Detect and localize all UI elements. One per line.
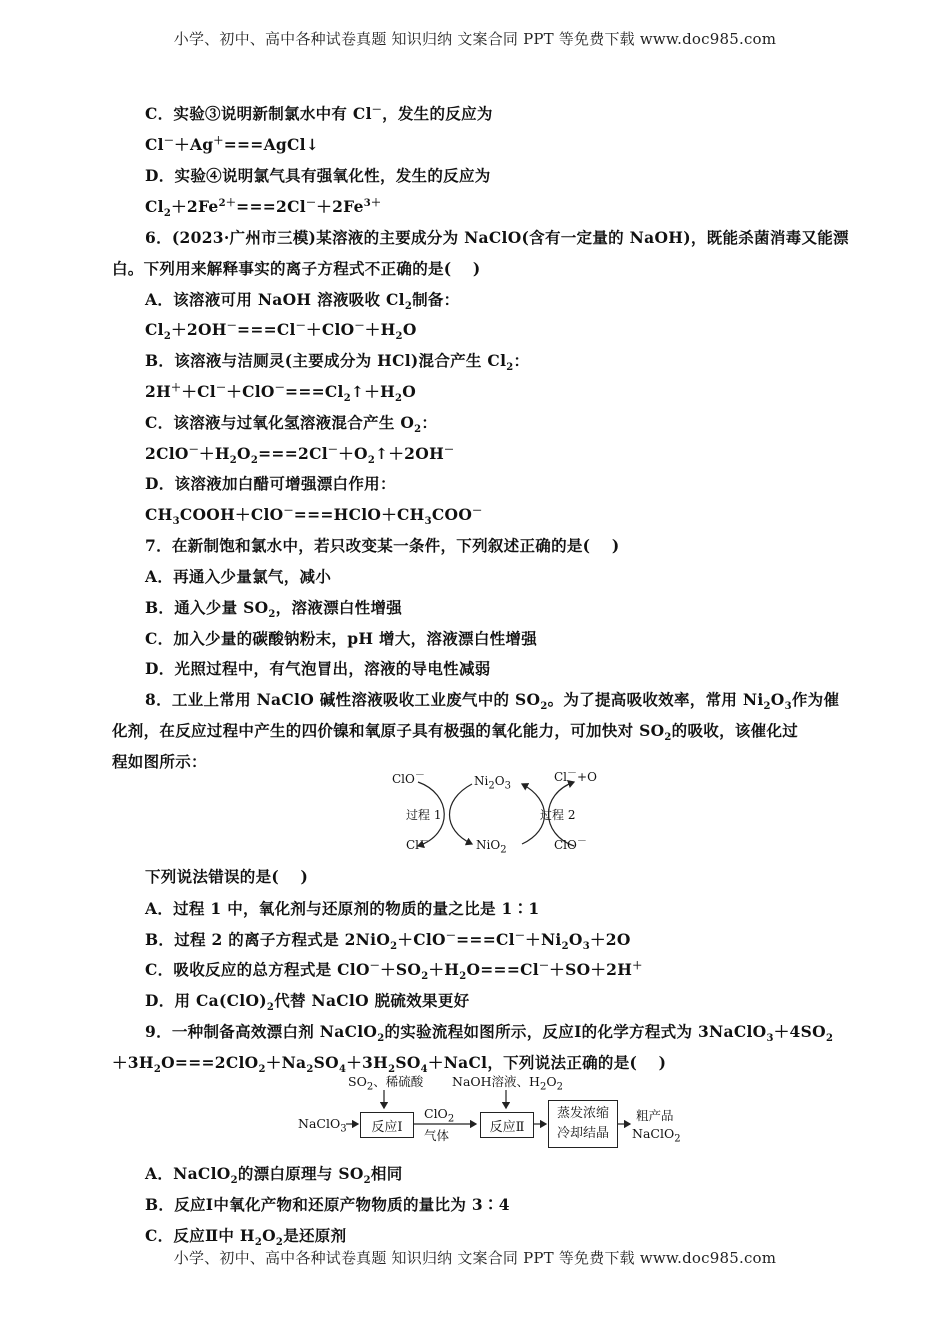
label-cl-plus-o: Cl－+O bbox=[554, 768, 597, 784]
label-process2: 过程 2 bbox=[540, 808, 576, 822]
q6-option-c: C．该溶液与过氧化氢溶液混合产生 $O_2$： bbox=[145, 413, 438, 436]
q8-stem-line3: 程如图所示： bbox=[112, 752, 207, 771]
q7-option-d: D．光照过程中，有气泡冒出，溶液的导电性减弱 bbox=[145, 659, 491, 678]
q6-option-b-equation: $2H^++Cl^-+ClO^-===Cl_2↑+H_2O$ bbox=[145, 382, 417, 405]
q9-stem-line1: 9．一种制备高效漂白剂 NaClO$_2$的实验流程如图所示，反应Ⅰ的化学方程式为 $3NaClO_3+4SO_2$ bbox=[145, 1022, 834, 1045]
q6-option-c-equation: $2ClO^-+H_2O_2===2Cl^-+O_2↑+2OH^-$ bbox=[145, 444, 455, 467]
q8-option-b: B．过程 2 的离子方程式是 $2NiO_2+ClO^-===Cl^-+Ni_2O_3+2O$ bbox=[145, 930, 631, 953]
label-process1: 过程 1 bbox=[406, 808, 442, 822]
q8-option-c: C．吸收反应的总方程式是 $ClO^-+SO_2+H_2O===Cl^-+SO+2H^+$ bbox=[145, 960, 643, 983]
label-clo-left: ClO－ bbox=[392, 770, 425, 786]
q5-option-d-equation: $Cl_2+2Fe^{2+}===2Cl^-+2Fe^{3+}$ bbox=[145, 197, 382, 220]
q6-stem-line2: 白。下列用来解释事实的离子方程式不正确的是( ) bbox=[112, 259, 481, 278]
q9-option-a: A．NaClO$_2$的漂白原理与 $SO_2$相同 bbox=[145, 1164, 403, 1187]
q5-option-c-equation: Cl－＋Ag＋===AgCl↓ bbox=[145, 135, 320, 154]
q7-option-a: A．再通入少量氯气，减小 bbox=[145, 567, 332, 586]
flow-gas: ClO$_2$ bbox=[424, 1106, 455, 1125]
label-clo-right: ClO－ bbox=[554, 836, 587, 852]
flow-reaction2-box: 反应Ⅱ bbox=[480, 1112, 534, 1138]
q6-option-a: A．该溶液可用 NaOH 溶液吸收 $Cl_2$制备： bbox=[145, 290, 460, 313]
q8-option-a: A．过程 1 中，氧化剂与还原剂的物质的量之比是 1∶1 bbox=[145, 899, 540, 918]
process-flow-diagram bbox=[296, 1072, 696, 1152]
q5-option-d: D．实验④说明氯气具有强氧化性，发生的反应为 bbox=[145, 166, 491, 185]
catalytic-cycle-diagram bbox=[390, 768, 610, 860]
q6-option-b: B．该溶液与洁厕灵(主要成分为 HCl)混合产生 $Cl_2$： bbox=[145, 351, 530, 374]
q9-stem-line2: $+3H_2O===2ClO_2+Na_2SO_4+3H_2SO_4+NaCl$，下列说法正确的是( ) bbox=[112, 1053, 667, 1076]
flow-crystallize-box: 蒸发浓缩 冷却结晶 bbox=[548, 1100, 618, 1148]
q7-stem: 7．在新制饱和氯水中，若只改变某一条件，下列叙述正确的是( ) bbox=[145, 536, 620, 555]
q8-option-d: D．用 $Ca(ClO)_2$代替 NaClO 脱硫效果更好 bbox=[145, 991, 470, 1014]
q7-option-c: C．加入少量的碳酸钠粉末，pH 增大，溶液漂白性增强 bbox=[145, 629, 538, 648]
flow-gas-label: 气体 bbox=[424, 1128, 450, 1143]
q6-option-a-equation: $Cl_2+2OH^-===Cl^-+ClO^-+H_2O$ bbox=[145, 320, 417, 343]
flow-reaction1-box: 反应Ⅰ bbox=[360, 1112, 414, 1138]
q9-option-c: C．反应Ⅱ中 $H_2O_2$是还原剂 bbox=[145, 1226, 347, 1249]
q7-option-b: B．通入少量 $SO_2$，溶液漂白性增强 bbox=[145, 598, 403, 621]
q8-ask: 下列说法错误的是( ) bbox=[145, 867, 309, 886]
flow-product-formula: NaClO$_2$ bbox=[632, 1126, 681, 1145]
q8-stem-line2: 化剂，在反应过程中产生的四价镍和氧原子具有极强的氧化能力，可加快对 $SO_2$的吸收，该催化过 bbox=[112, 721, 799, 744]
flow-reagent2: NaOH溶液、$H_2O_2$ bbox=[452, 1074, 563, 1093]
q5-option-c: C．实验③说明新制氯水中有 Cl－，发生的反应为 bbox=[145, 104, 493, 123]
label-cl-left: Cl－ bbox=[406, 836, 430, 852]
flow-reagent1: $SO_2$、稀硫酸 bbox=[348, 1074, 424, 1093]
q6-stem-line1: 6．(2023·广州市三模)某溶液的主要成分为 NaClO(含有一定量的 NaOH)，既能杀菌消毒又能漂 bbox=[145, 228, 849, 247]
q9-option-b: B．反应Ⅰ中氧化产物和还原产物物质的量比为 3∶4 bbox=[145, 1195, 510, 1214]
page-header: 小学、初中、高中各种试卷真题 知识归纳 文案合同 PPT 等免费下载 www.doc985.com bbox=[173, 30, 777, 48]
arrow-process1-right bbox=[450, 784, 473, 844]
flow-product: 粗产品 bbox=[636, 1108, 674, 1123]
q6-option-d: D．该溶液加白醋可增强漂白作用： bbox=[145, 474, 396, 493]
q8-stem-line1: 8．工业上常用 NaClO 碱性溶液吸收工业废气中的 $SO_2$。为了提高吸收效率，常用 $Ni_2O_3$作为催 bbox=[145, 690, 840, 713]
page-footer: 小学、初中、高中各种试卷真题 知识归纳 文案合同 PPT 等免费下载 www.doc985.com bbox=[173, 1249, 777, 1267]
label-ni2o3: $Ni_2O_3$ bbox=[474, 774, 511, 792]
flow-start: NaClO$_3$ bbox=[298, 1116, 347, 1135]
label-nio2: NiO$_2$ bbox=[476, 838, 507, 856]
q6-option-d-equation: $CH_3COOH+ClO^-===HClO+CH_3COO^-$ bbox=[145, 505, 483, 528]
